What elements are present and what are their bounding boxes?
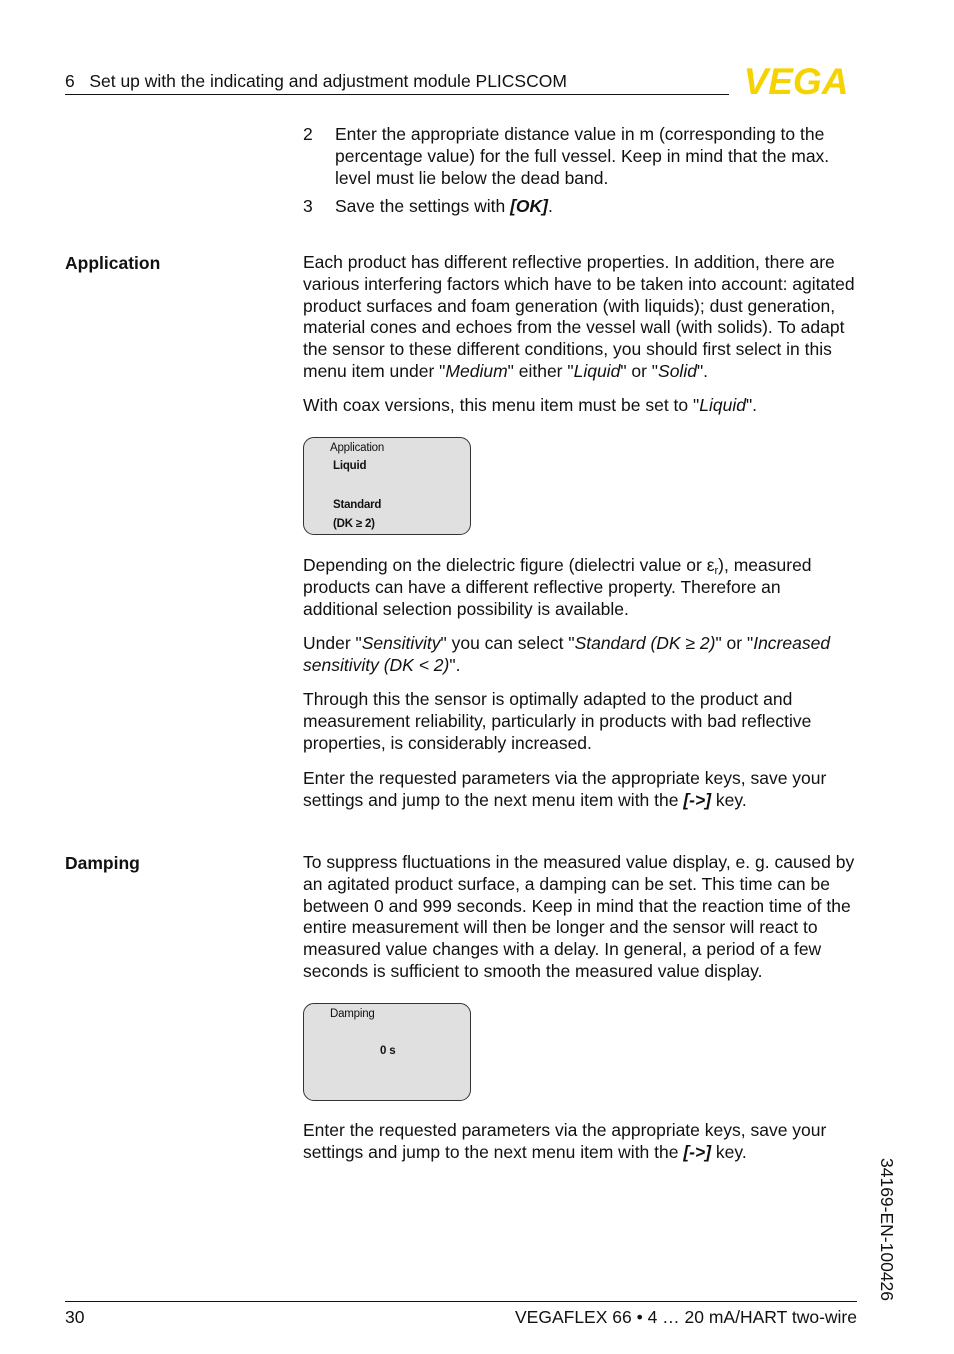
application-paragraph-5: Through this the sensor is optimally adapted to the product and measurement reliability, particularly in products with bad reflective properties, is considerably increased. <box>303 689 812 753</box>
step-text: Save the settings with [OK]. <box>335 196 553 216</box>
svg-text:VEGA: VEGA <box>743 66 849 96</box>
damping-display <box>303 1003 471 1101</box>
footer-divider <box>65 1301 857 1302</box>
step-2 <box>303 124 859 189</box>
step-text: Enter the appropriate distance value in m (corresponding to the percentage value) for the full vessel. Keep in mind that the max. level must lie below the dead band. <box>335 124 830 188</box>
display-title: Damping <box>330 1008 375 1020</box>
application-paragraph-2: With coax versions, this menu item must be set to "Liquid". <box>303 395 758 415</box>
application-label: Application <box>65 253 161 273</box>
display-title: Application <box>330 442 385 454</box>
document-id: 34169-EN-100426 <box>877 1158 897 1302</box>
damping-label: Damping <box>65 853 140 873</box>
display-line-medium: Liquid <box>333 460 367 472</box>
page-number: 30 <box>65 1307 85 1327</box>
next-key: [->] <box>683 1141 712 1162</box>
section-header-title: 6 Set up with the indicating and adjustment module PLICSCOM <box>65 71 567 91</box>
application-paragraph-1: Each product has different reflective properties. In addition, there are various interfering factors which have to be taken into account: agitated product surfaces and foam generation (with liquids); dust generation, material cones and echoes from the vessel wall (with solids). To adapt the sensor to these different conditions, you should first select in this menu item under "Medium" either "Liquid" or "Solid". <box>303 252 855 381</box>
damping-paragraph-1: To suppress fluctuations in the measured value display, e. g. caused by an agitated product surface, a damping can be set. This time can be between 0 and 999 seconds. Keep in mind that the reaction time of the entire measurement will then be longer and the sensor will react to measured value changes with a delay. In general, a period of a few seconds is sufficient to smooth the measured value display. <box>303 852 855 981</box>
ok-key: [OK] <box>510 196 549 216</box>
step-3 <box>303 196 859 218</box>
display-damping-value: 0 s <box>380 1045 396 1057</box>
damping-paragraph-2: Enter the requested parameters via the appropriate keys, save your settings and jump to the next menu item with the [->] key. <box>303 1120 827 1162</box>
application-display <box>303 437 471 535</box>
display-line-sensitivity: Standard <box>333 499 382 511</box>
next-key: [->] <box>683 789 712 810</box>
vega-logo <box>735 66 857 96</box>
application-paragraph-4: Under "Sensitivity" you can select "Standard (DK ≥ 2)" or "Increased sensitivity (DK < 2)". <box>303 633 831 675</box>
display-line-dk: (DK ≥ 2) <box>333 518 375 530</box>
footer-product-title: VEGAFLEX 66 • 4 … 20 mA/HART two-wire <box>515 1307 857 1327</box>
application-paragraph-6: Enter the requested parameters via the appropriate keys, save your settings and jump to the next menu item with the [->] key. <box>303 768 827 810</box>
header-divider <box>65 94 729 95</box>
step-number: 3 <box>303 196 313 216</box>
application-paragraph-3: Depending on the dielectric figure (dielectri value or $\varepsilon_r$), measured products can have a different reflective property. Therefore an additional selection possibility is available. <box>303 555 812 619</box>
step-number: 2 <box>303 124 313 144</box>
